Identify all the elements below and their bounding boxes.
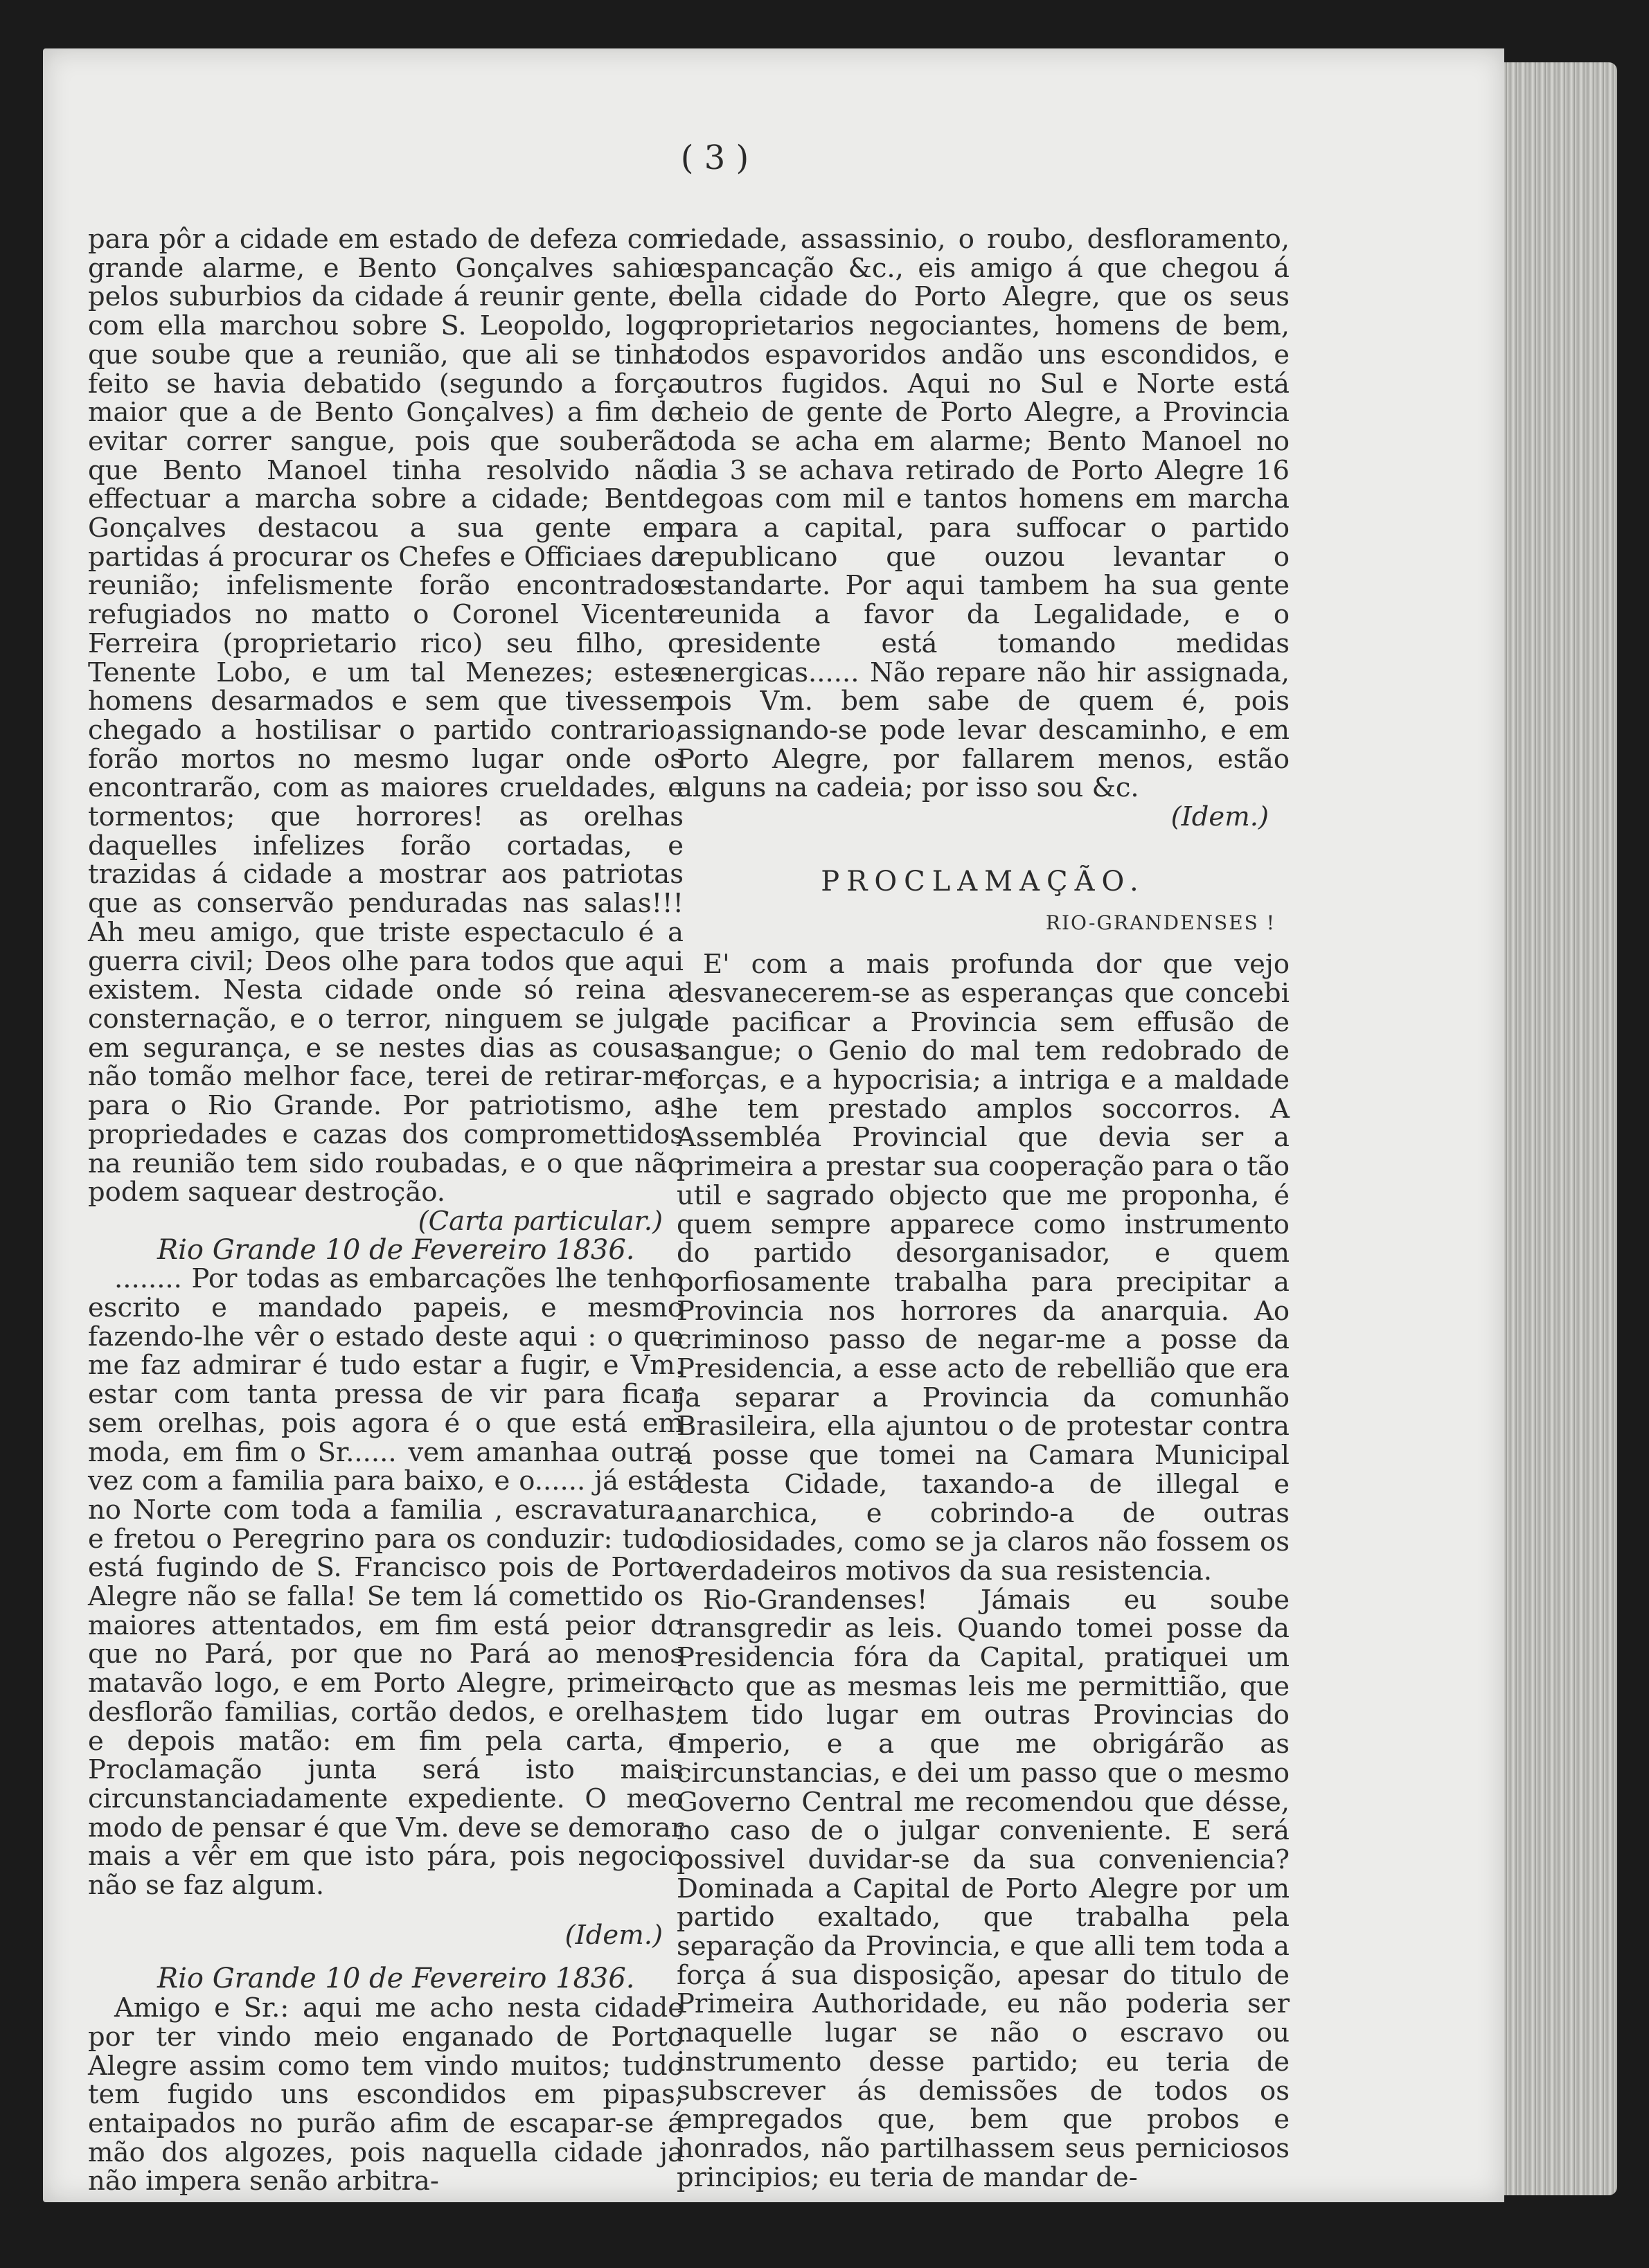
left-paragraph-1: para pôr a cidade em estado de defeza com grande alarme, e Bento Gonçalves sahio pelos suburbios da cidade á reunir gente, e com ella marchou sobre S. Leopoldo, logo que soube que a reunião, que ali se tinha feito se havia debatido (segundo a força maior que a de Bento Gonçalves) a fim de evitar correr sangue, pois que souberão que Bento Manoel tinha resolvido não effectuar a marcha sobre a cidade; Bento Gonçalves destacou a sua gente em partidas á procurar os Chefes e Officiaes da reunião; infelismente forão encontrados refugiados no matto o Coronel Vicente Ferreira (proprietario rico) seu filho, o Tenente Lobo, e um tal Menezes; estes homens desarmados e sem que tivessem chegado a hostilisar o partido contrario, forão mortos no mesmo lugar onde os encontrarão, com as maiores crueldades, e tormentos; que horrores! as orelhas daquelles infelizes forão cortadas, e trazidas á cidade a mostrar aos patriotas que as conservão penduradas nas salas!!! Ah meu amigo, que triste espectaculo é a guerra civil; Deos olhe para todos que aqui existem. Nesta cidade onde só reina a consternação, e o terror, ninguem se julga em segurança, e se nestes dias as cousas não tomão melhor face, terei de retirar-me para o Rio Grande. Por patriotismo, as propriedades e cazas dos compromettidos na reunião tem sido roubadas, e o que não podem saquear destroção. [88, 224, 684, 1208]
left-dateline-1: Rio Grande 10 de Fevereiro 1836. [157, 1233, 635, 1266]
page-number: ( 3 ) [680, 139, 749, 177]
left-dateline-2: Rio Grande 10 de Fevereiro 1836. [157, 1963, 635, 1995]
document-page [43, 48, 1504, 2202]
right-attribution-1: (Idem.) [1170, 801, 1269, 833]
left-column [88, 224, 684, 2197]
left-paragraph-3: Amigo e Sr.: aqui me acho nesta cidade por ter vindo meio enganado de Porto Alegre assim como tem vindo muitos; tudo tem fugido uns escondidos em pipas, entaipados no purão afim de escapar-se á mão dos algozes, pois naquella cidade ja não impera senão arbitra- [88, 1992, 684, 2197]
right-paragraph-1: riedade, assassinio, o roubo, desfloramento, espancação &c., eis amigo á que chegou á bella cidade do Porto Alegre, que os seus proprietarios negociantes, homens de bem, todos espavoridos andão uns escondidos, e outros fugidos. Aqui no Sul e Norte está cheio de gente de Porto Alegre, a Provincia toda se acha em alarme; Bento Manoel no dia 3 se achava retirado de Porto Alegre 16 legoas com mil e tantos homens em marcha para a capital, para suffocar o partido republicano que ouzou levantar o estandarte. Por aqui tambem ha sua gente reunida a favor da Legalidade, e o presidente está tomando medidas energicas...... Não repare não hir assignada, pois Vm. bem sabe de quem é, pois assignando-se pode levar descaminho, e em Porto Alegre, por fallarem menos, estão alguns na cadeia; por isso sou &c. [677, 224, 1290, 804]
right-paragraph-2: E' com a mais profunda dor que vejo desvanecerem-se as esperanças que concebi de pacificar a Provincia sem effusão de sangue; o Genio do mal tem redobrado de forças, e a hypocrisia; a intriga e a maldade lhe tem prestado amplos soccorros. A Assembléa Provincial que devia ser a primeira a prestar sua cooperação para o tão util e sagrado objecto que me proponha, é quem sempre apparece como instrumento do partido desorganisador, e quem porfiosamente trabalha para precipitar a Provincia nos horrores da anarquia. Ao criminoso passo de negar-me a posse da Presidencia, a esse acto de rebellião que era ja separar a Provincia da comunhão Brasileira, ella ajuntou o de protestar contra á posse que tomei na Camara Municipal desta Cidade, taxando-a de illegal e anarchica, e cobrindo-a de outras odiosidades, como se ja claros não fossem os verdadeiros motivos da sua resistencia. [677, 949, 1290, 1587]
right-paragraph-3: Rio-Grandenses! Jámais eu soube transgredir as leis. Quando tomei posse da Presidencia fóra da Capital, pratiquei um acto que as mesmas leis me permittião, que tem tido lugar em outras Provincias do Imperio, e a que me obrigárão as circunstancias, e dei um passo que o mesmo Governo Central me recomendou que désse, no caso de o julgar conveniente. E será possivel duvidar-se da sua conveniencia? Dominada a Capital de Porto Alegre por um partido exaltado, que trabalha pela separação da Provincia, e que alli tem toda a força á sua disposição, apesar do titulo de Primeira Authoridade, eu não poderia ser naquelle lugar se não o escravo ou instrumento desse partido; eu teria de subscrever ás demissões de todos os empregados que, bem que probos e honrados, não partilhassem seus perniciosos principios; eu teria de mandar de- [677, 1584, 1290, 2193]
right-column [677, 224, 1290, 2193]
proclamation-subheading: RIO-GRANDENSES ! [1045, 911, 1276, 935]
left-paragraph-2: ........ Por todas as embarcações lhe tenho escrito e mandado papeis, e mesmo fazendo-lhe vêr o estado deste aqui : o que me faz admirar é tudo estar a fugir, e Vm. estar com tanta pressa de vir para ficar sem orelhas, pois agora é o que está em moda, em fim o Sr...... vem amanhaa outra vez com a familia para baixo, e o...... já está no Norte com toda a familia , escravatura, e fretou o Peregrino para os conduzir: tudo está fugindo de S. Francisco pois de Porto Alegre não se falla! Se tem lá comettido os maiores attentados, em fim está peior do que no Pará, por que no Pará ao menos matavão logo, e em Porto Alegre, primeiro desflorão familias, cortão dedos, e orelhas, e depois matão: em fim pela carta, e Proclamação junta será isto mais circunstanciadamente expediente. O meo modo de pensar é que Vm. deve se demorar mais a vêr em que isto pára, pois negocio não se faz algum. [88, 1263, 684, 1902]
left-attribution-1: (Carta particular.) [418, 1205, 663, 1237]
left-attribution-2: (Idem.) [564, 1919, 663, 1951]
proclamation-heading: PROCLAMAÇÃO. [821, 865, 1146, 898]
